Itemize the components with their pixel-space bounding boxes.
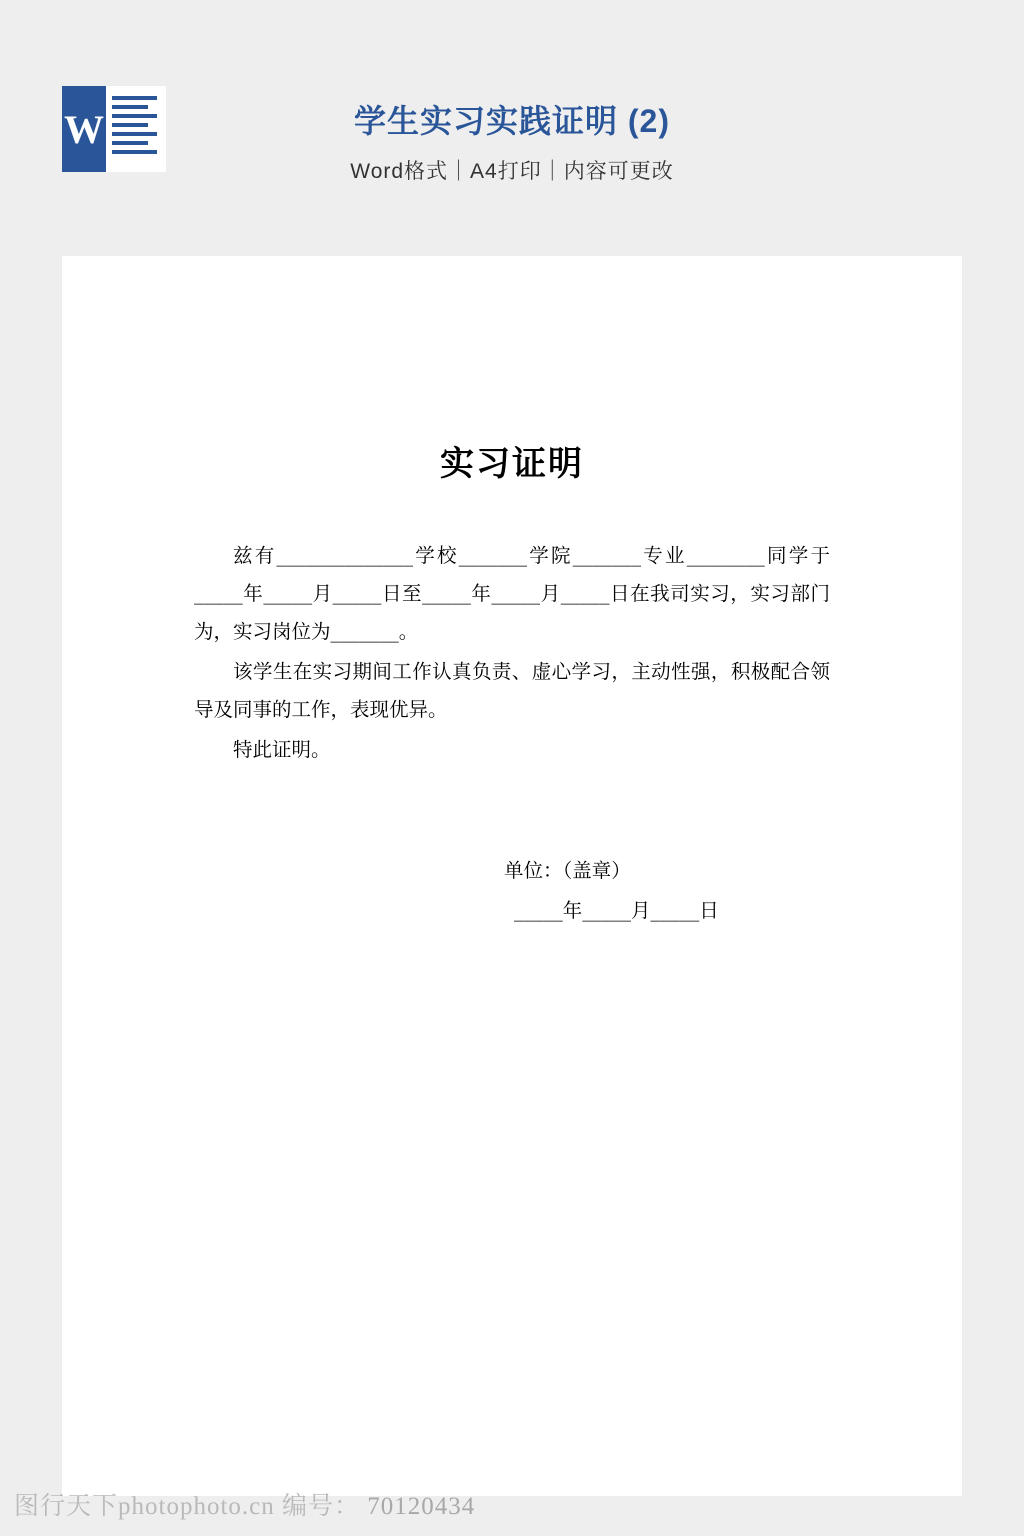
signature-company: 单位：（盖章）: [504, 859, 631, 882]
page-title: 学生实习实践证明 (2): [353, 103, 670, 139]
document-paragraph: 特此证明。: [233, 738, 331, 761]
document-body: [194, 537, 830, 769]
page-subtitle: Word格式｜A4打印｜内容可更改: [350, 160, 674, 183]
page-header: [0, 0, 1024, 256]
watermark-text: [14, 1486, 475, 1522]
watermark-number: 70120434: [367, 1493, 476, 1520]
footer-watermark: [0, 1488, 1024, 1528]
signature-date: _____年_____月_____日: [514, 899, 719, 922]
document-paragraph: 该学生在实习期间工作认真负责、虚心学习，主动性强，积极配合领导及同事的工作，表现优异。: [194, 660, 830, 721]
document-page: [62, 256, 962, 1496]
signature-block: [194, 851, 830, 931]
word-logo-letter: W: [62, 86, 106, 172]
document-paragraph: 兹有______________学校_______学院_______专业________同学于_____年_____月_____日至_____年_____月_____日在我司实习，实习部门为，实习岗位为_______。: [194, 544, 830, 643]
document-title: 实习证明: [440, 444, 584, 484]
word-logo-line: [112, 150, 157, 154]
watermark-label: 图行天下photophoto.cn 编号：: [14, 1493, 360, 1520]
